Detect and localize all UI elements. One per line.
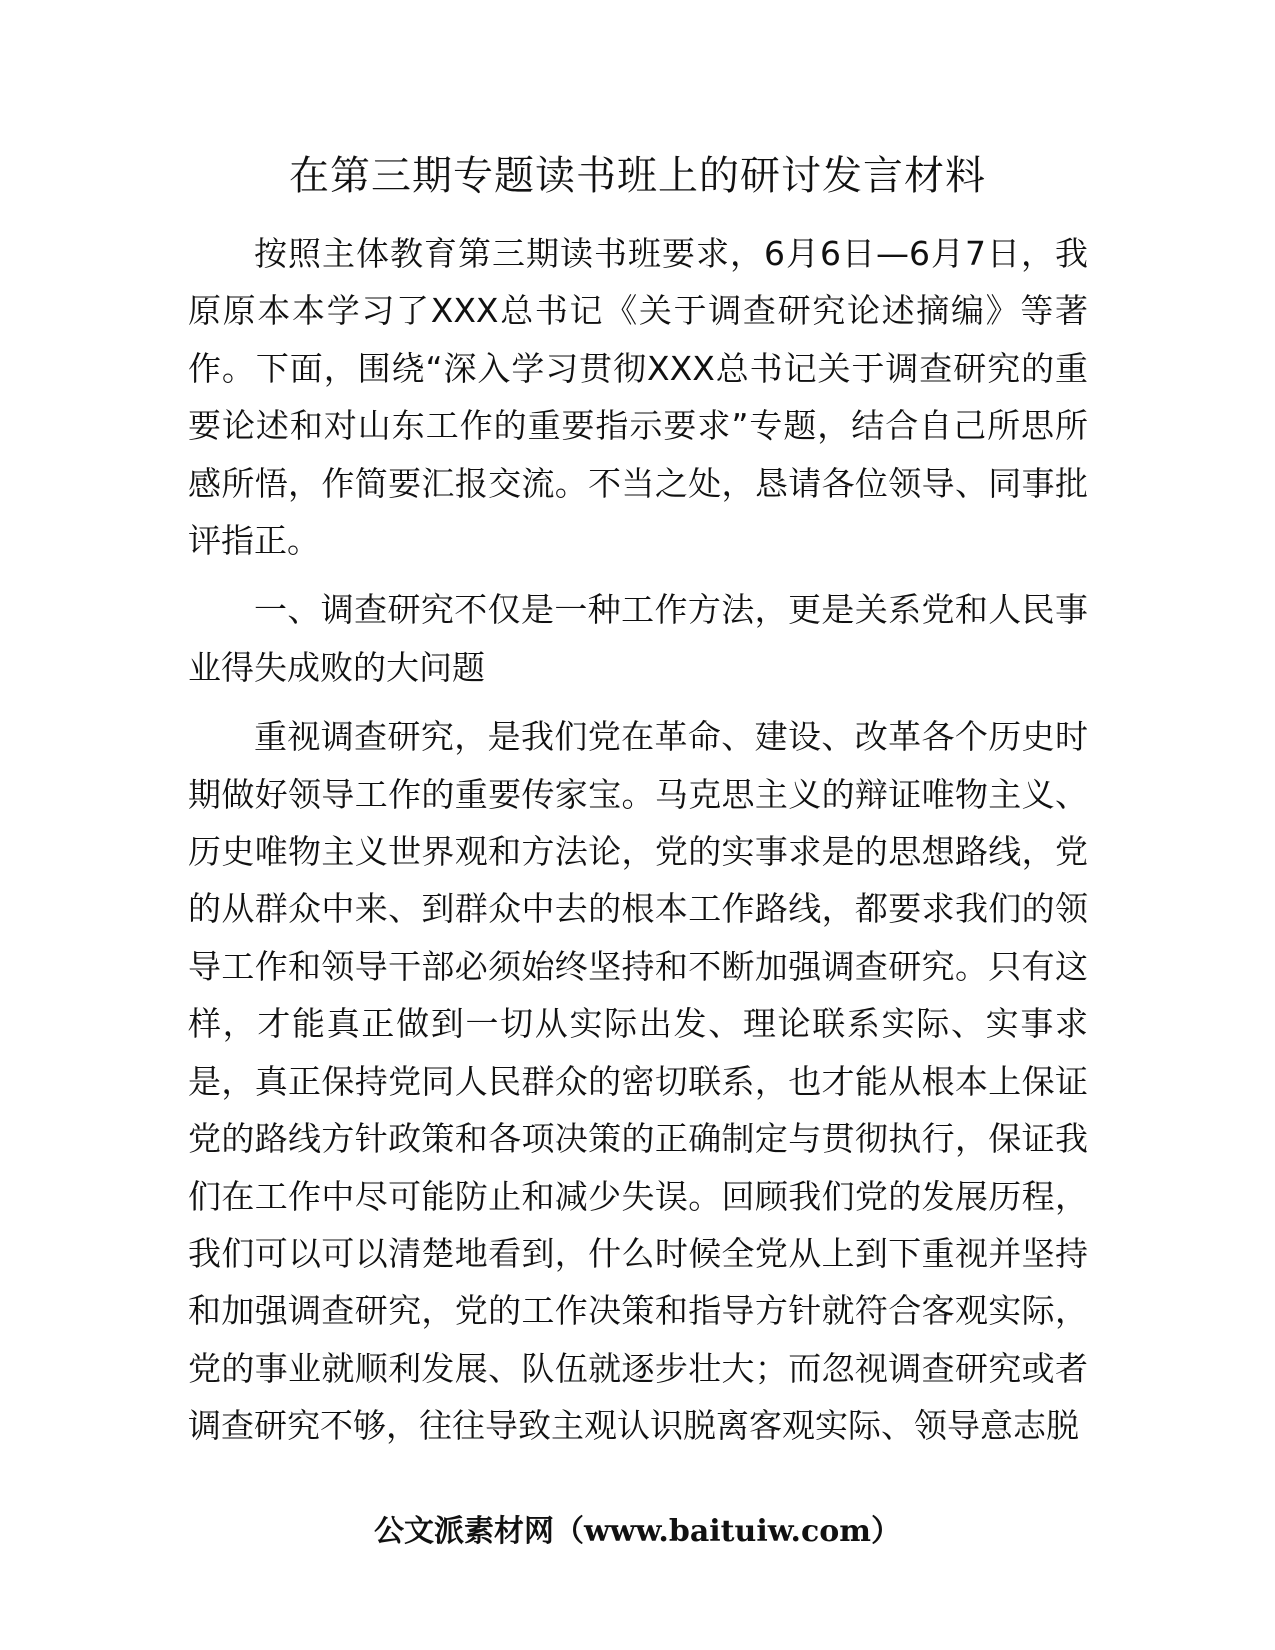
body-paragraph: 重视调查研究，是我们党在革命、建设、改革各个历史时期做好领导工作的重要传家宝。马克思主义的辩证唯物主义、历史唯物主义世界观和方法论，党的实事求是的思想路线，党的从群众中来、到群众中去的根本工作路线，都要求我们的领导工作和领导干部必须始终坚持和不断加强调查研究。只有这样，才能真正做到一切从实际出发、理论联系实际、实事求是，真正保持党同人民群众的密切联系，也才能从根本上保证党的路线方针政策和各项决策的正确制定与贯彻执行，保证我们在工作中尽可能防止和减少失误。回顾我们党的发展历程，我们可以可以清楚地看到，什么时候全党从上到下重视并坚持和加强调查研究，党的工作决策和指导方针就符合客观实际，党的事业就顺利发展、队伍就逐步壮大；而忽视调查研究或者调查研究不够，往往导致主观认识脱离客观实际、领导意志脱: [188, 717, 1088, 1446]
document-title: 在第三期专题读书班上的研讨发言材料: [289, 153, 986, 199]
intro-paragraph: 按照主体教育第三期读书班要求，6月6日—6月7日，我原原本本学习了XXX总书记《关于调查研究论述摘编》等著作。下面，围绕“深入学习贯彻XXX总书记关于调查研究的重要论述和对山东工作的重要指示要求”专题，结合自己所思所感所悟，作简要汇报交流。不当之处，恳请各位领导、同事批评指正。: [188, 234, 1088, 561]
document-body: [188, 225, 1088, 1455]
section-heading-1: 一、调查研究不仅是一种工作方法，更是关系党和人民事业得失成败的大问题: [188, 590, 1088, 687]
footer-watermark: 公文派素材网（www.baituiw.com）: [373, 1514, 902, 1549]
